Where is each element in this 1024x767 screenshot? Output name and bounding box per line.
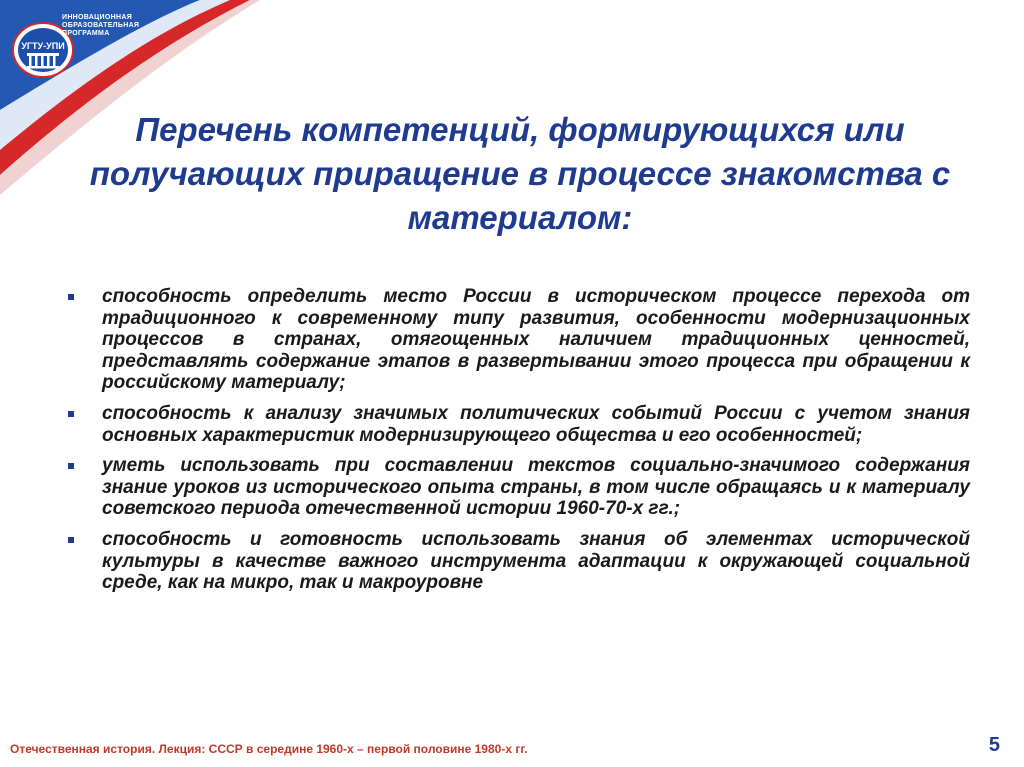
logo-line: ОБРАЗОВАТЕЛЬНАЯ xyxy=(62,22,140,29)
logo-line: ПРОГРАММА xyxy=(62,30,110,37)
list-item-text: уметь использовать при составлении текстов социально-значимого содержания знание уроков из исторического опыта страны, в том числе обращаясь и к материалу советского периода отечественной истории 1960-70-х гг.; xyxy=(102,455,970,520)
page-number: 5 xyxy=(988,734,1000,756)
square-bullet-icon xyxy=(68,411,74,417)
square-bullet-icon xyxy=(68,537,74,543)
list-item xyxy=(66,403,970,446)
square-bullet-icon xyxy=(68,463,74,469)
list-item-text: способность определить место России в историческом процессе перехода от традиционного к современному типу развития, особенности модернизационных процессов в странах, отягощенных наличием традиционных ценностей, представлять содержание этапов в развертывании этого процесса при обращении к российскому материалу; xyxy=(102,286,970,394)
competency-list xyxy=(66,286,970,603)
logo-line: ИННОВАЦИОННАЯ xyxy=(62,14,133,21)
list-item-text: способность и готовность использовать знания об элементах исторической культуры в качестве важного инструмента адаптации к окружающей социальной среде, как на микро, так и макроуровне xyxy=(102,528,970,594)
logo-caption xyxy=(62,14,139,38)
list-item xyxy=(66,455,970,520)
list-item xyxy=(66,286,970,394)
slide-title: Перечень компетенций, формирующихся или получающих приращение в процессе знакомства с материалом: xyxy=(89,111,951,236)
logo-badge-label: УГТУ-УПИ xyxy=(21,41,65,51)
square-bullet-icon xyxy=(68,294,74,300)
footer-caption: Отечественная история. Лекция: СССР в середине 1960-х – первой половине 1980-х гг. xyxy=(10,742,528,756)
list-item-text: способность к анализу значимых политических событий России с учетом знания основных характеристик модернизирующего общества и его особенностей; xyxy=(102,402,970,446)
list-item xyxy=(66,529,970,594)
